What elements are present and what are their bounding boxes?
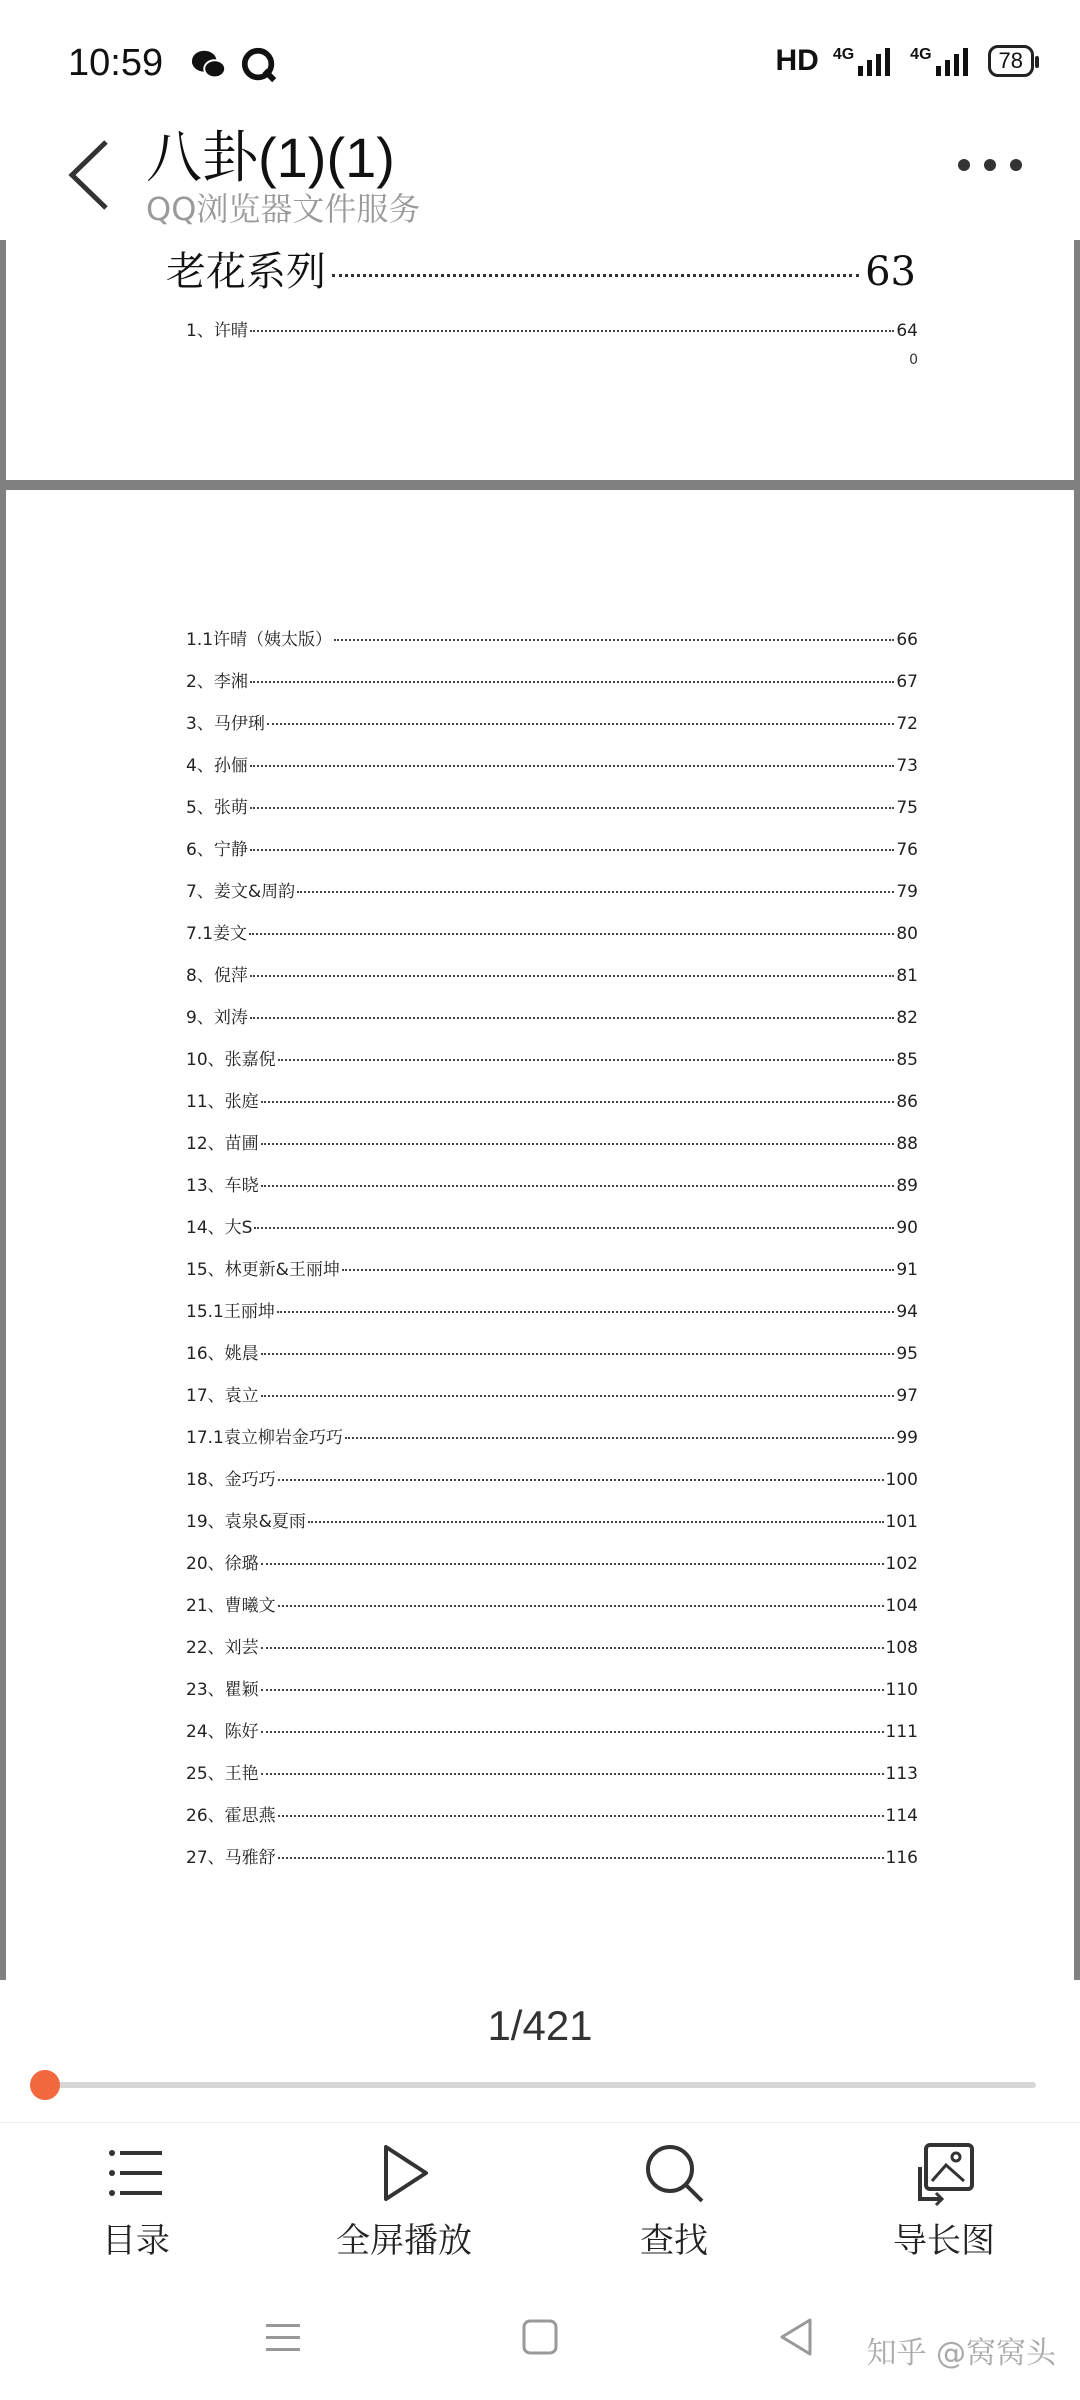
page-slider-track[interactable]: [44, 2082, 1036, 2088]
dot-icon: [958, 159, 970, 171]
toc-entry-page: 76: [896, 840, 918, 860]
leader-dots: [261, 1647, 884, 1649]
toc-entry-label: 19、袁泉&夏雨: [186, 1512, 306, 1532]
leader-dots: [345, 1437, 895, 1439]
fullscreen-play-label: 全屏播放: [336, 2221, 472, 2261]
leader-dots: [250, 975, 895, 977]
signal-icon: [856, 46, 896, 76]
hd-label: HD: [775, 44, 819, 77]
status-indicators: [775, 44, 1034, 78]
toc-entry-page: 80: [896, 924, 918, 944]
leader-dots: [278, 1857, 884, 1859]
toc-entry-label: 18、金巧巧: [186, 1470, 276, 1490]
back-nav-icon[interactable]: [772, 2312, 822, 2362]
toc-entry-page: 116: [885, 1848, 918, 1868]
battery-icon: 78: [988, 45, 1034, 77]
toc-entry-label: 11、张庭: [186, 1092, 259, 1112]
toc-entry-page: 101: [885, 1512, 918, 1532]
bottom-toolbar: [0, 2122, 1080, 2272]
leader-dots: [277, 1311, 895, 1313]
pager: [0, 1980, 1080, 2122]
toc-entry-page: 64: [896, 321, 918, 341]
toc-entry[interactable]: [186, 1801, 918, 1826]
toc-entry-label: 15.1王丽坤: [186, 1302, 275, 1322]
toc-entry-page: 73: [896, 756, 918, 776]
menu-icon[interactable]: [258, 2312, 308, 2362]
toc-entry-page: 79: [896, 882, 918, 902]
leader-dots: [261, 1689, 884, 1691]
toc-entry-page: 88: [896, 1134, 918, 1154]
toc-entry-label: 21、曹曦文: [186, 1596, 276, 1616]
list-icon: [104, 2141, 168, 2205]
toc-button[interactable]: [36, 2141, 236, 2262]
chapter-title: 老花系列: [166, 249, 326, 295]
toc-entry-label: 17.1袁立柳岩金巧巧: [186, 1428, 343, 1448]
toc-entry-label: 9、刘涛: [186, 1008, 248, 1028]
toc-entry[interactable]: [186, 1297, 918, 1322]
toc-entry[interactable]: [186, 1675, 918, 1700]
toc-entry[interactable]: [186, 793, 918, 818]
leader-dots: [261, 1101, 895, 1103]
toc-entry[interactable]: [186, 1129, 918, 1154]
toc-entry-page: 104: [885, 1596, 918, 1616]
toc-entry-label: 7.1姜文: [186, 924, 248, 944]
system-nav-bar: [0, 2272, 1080, 2400]
toc-entry[interactable]: [186, 1255, 918, 1280]
toc-entry[interactable]: [186, 1717, 918, 1742]
dot-icon: [1010, 159, 1022, 171]
toc-entry-page: 90: [896, 1218, 918, 1238]
more-options-button[interactable]: [958, 150, 1028, 180]
play-icon: [372, 2141, 436, 2205]
toc-entry-page: 108: [885, 1638, 918, 1658]
toc-entry[interactable]: [186, 961, 918, 986]
image-export-icon: [912, 2141, 976, 2205]
leader-dots: [261, 1773, 884, 1775]
home-icon[interactable]: [515, 2312, 565, 2362]
leader-dots: [261, 1731, 884, 1733]
toc-entry-label: 13、车晓: [186, 1176, 259, 1196]
toc-entry[interactable]: [186, 1549, 918, 1574]
toc-entry-label: 24、陈好: [186, 1722, 259, 1742]
toc-entry[interactable]: [186, 835, 918, 860]
toc-entry-page: 100: [885, 1470, 918, 1490]
toc-entry-page: 85: [896, 1050, 918, 1070]
document-page: [6, 240, 1074, 480]
toc-entry-label: 1、许晴: [186, 321, 248, 341]
leader-dots: [332, 274, 859, 277]
toc-entry[interactable]: [186, 1591, 918, 1616]
leader-dots: [342, 1269, 894, 1271]
toc-entry-page: 67: [896, 672, 918, 692]
toc-entry-label: 20、徐璐: [186, 1554, 259, 1574]
toc-entry-label: 22、刘芸: [186, 1638, 259, 1658]
toc-entry[interactable]: [186, 877, 918, 902]
leader-dots: [334, 639, 894, 641]
toc-entry-label: 17、袁立: [186, 1386, 259, 1406]
fullscreen-play-button[interactable]: [304, 2141, 504, 2262]
toc-entry[interactable]: [186, 1003, 918, 1028]
long-image-label: 导长图: [893, 2221, 995, 2261]
toc-entry-label: 14、大S: [186, 1218, 253, 1238]
toc-entry-label: 2、李湘: [186, 672, 248, 692]
qq-browser-icon: [240, 46, 278, 84]
toc-entry[interactable]: [186, 1045, 918, 1070]
toc-entry-page: 75: [896, 798, 918, 818]
toc-label: 目录: [102, 2221, 170, 2261]
leader-dots: [297, 891, 894, 893]
leader-dots: [250, 765, 895, 767]
dot-icon: [984, 159, 996, 171]
signal-icon: [934, 46, 974, 76]
toc-entry-label: 26、霍思燕: [186, 1806, 276, 1826]
leader-dots: [261, 1143, 895, 1145]
title-bar: [0, 100, 1080, 240]
leader-dots: [250, 807, 895, 809]
leader-dots: [308, 1521, 884, 1523]
toc-entry[interactable]: [186, 1087, 918, 1112]
toc-entry-page: 95: [896, 1344, 918, 1364]
toc-entry-page: 111: [885, 1722, 918, 1742]
toc-entry[interactable]: [186, 1843, 918, 1868]
toc-entry-label: 16、姚晨: [186, 1344, 259, 1364]
toc-entry-page: 97: [896, 1386, 918, 1406]
document-subtitle: QQ浏览器文件服务: [146, 190, 421, 228]
toc-entry-page: 81: [896, 966, 918, 986]
toc-entry-page: 91: [896, 1260, 918, 1280]
toc-entry[interactable]: [186, 709, 918, 734]
leader-dots: [250, 330, 895, 332]
toc-entry-label: 27、马雅舒: [186, 1848, 276, 1868]
leader-dots: [261, 1353, 895, 1355]
page-counter: 1/421: [487, 2002, 593, 2049]
status-bar: [0, 0, 1080, 100]
toc-entry-label: 8、倪萍: [186, 966, 248, 986]
toc-entry-label: 15、林更新&王丽坤: [186, 1260, 340, 1280]
document-viewer[interactable]: [0, 240, 1080, 1980]
toc-entry-page: 86: [896, 1092, 918, 1112]
toc-entry-page: 94: [896, 1302, 918, 1322]
toc-entry-page: 82: [896, 1008, 918, 1028]
toc-entry-label: 3、马伊琍: [186, 714, 265, 734]
toc-entry-page: 102: [885, 1554, 918, 1574]
toc-entry[interactable]: [186, 625, 918, 650]
leader-dots: [278, 1479, 884, 1481]
toc-entry[interactable]: [186, 1633, 918, 1658]
toc-chapter[interactable]: [166, 240, 916, 297]
toc-entry[interactable]: [186, 919, 918, 944]
leader-dots: [261, 1185, 895, 1187]
find-label: 查找: [640, 2221, 708, 2261]
long-image-button[interactable]: [844, 2141, 1044, 2262]
toc-entry-page: 99: [896, 1428, 918, 1448]
leader-dots: [250, 849, 895, 851]
document-title: 八卦(1)(1): [146, 126, 395, 189]
leader-dots: [267, 723, 895, 725]
toc-entry[interactable]: [186, 1171, 918, 1196]
toc-entry[interactable]: [186, 1423, 918, 1448]
toc-entry-label: 5、张萌: [186, 798, 248, 818]
toc-entry[interactable]: [186, 1465, 918, 1490]
toc-entry-label: 4、孙俪: [186, 756, 248, 776]
toc-entry[interactable]: [186, 1381, 918, 1406]
find-button[interactable]: [574, 2141, 774, 2262]
toc-entry[interactable]: [186, 1507, 918, 1532]
toc-entry[interactable]: [186, 667, 918, 692]
toc-entry[interactable]: [186, 1213, 918, 1238]
status-time: 10:59: [68, 42, 164, 84]
signal-4g-1: 4G: [833, 46, 896, 76]
toc-entry-page: 89: [896, 1176, 918, 1196]
wechat-icon: [190, 46, 228, 84]
toc-entry-label: 1.1许晴（姨太版）: [186, 630, 333, 650]
leader-dots: [250, 1017, 895, 1019]
watermark: 知乎 @窝窝头: [866, 2336, 1056, 2371]
toc-entry-label: 6、宁静: [186, 840, 248, 860]
leader-dots: [278, 1605, 884, 1607]
toc-entry-page: 113: [885, 1764, 918, 1784]
toc-entry-page: 72: [896, 714, 918, 734]
document-page: [6, 490, 1074, 2090]
chapter-page: 63: [865, 249, 916, 295]
page-slider-thumb[interactable]: [30, 2070, 60, 2100]
toc-entry[interactable]: [186, 1339, 918, 1364]
signal-4g-2: 4G: [910, 46, 973, 76]
page-footer-number: 0: [909, 352, 918, 368]
toc-entry-label: 25、王艳: [186, 1764, 259, 1784]
leader-dots: [278, 1059, 895, 1061]
search-icon: [642, 2141, 706, 2205]
leader-dots: [278, 1815, 884, 1817]
leader-dots: [261, 1563, 884, 1565]
toc-entry[interactable]: [186, 751, 918, 776]
leader-dots: [261, 1395, 895, 1397]
leader-dots: [249, 933, 894, 935]
toc-entry-label: 23、瞿颖: [186, 1680, 259, 1700]
back-icon[interactable]: [56, 130, 126, 220]
toc-entry-page: 66: [896, 630, 918, 650]
leader-dots: [250, 681, 895, 683]
toc-entry-label: 7、姜文&周韵: [186, 882, 296, 902]
toc-entry-page: 114: [885, 1806, 918, 1826]
toc-entry[interactable]: [186, 316, 918, 341]
toc-entry-label: 10、张嘉倪: [186, 1050, 276, 1070]
toc-entry[interactable]: [186, 1759, 918, 1784]
leader-dots: [254, 1227, 894, 1229]
toc-entry-page: 110: [885, 1680, 918, 1700]
toc-entry-label: 12、苗圃: [186, 1134, 259, 1154]
